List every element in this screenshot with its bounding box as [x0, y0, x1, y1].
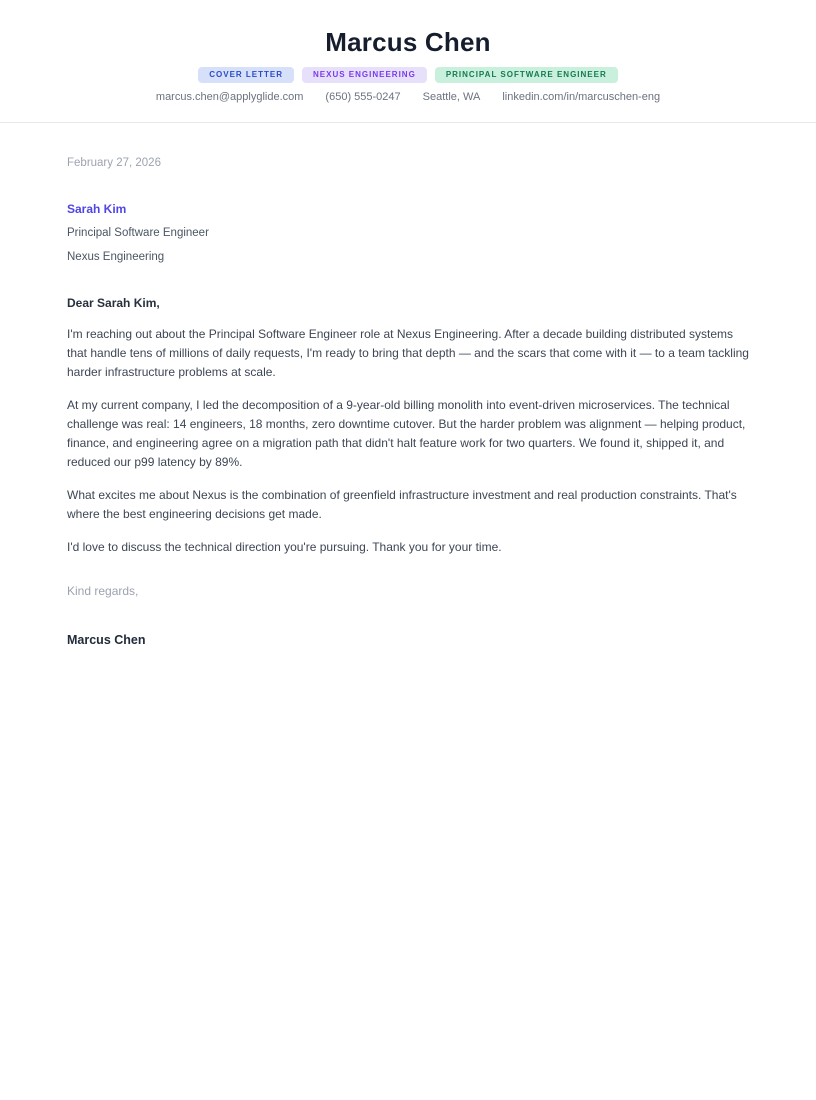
- contact-phone: (650) 555-0247: [325, 90, 401, 103]
- recipient-title: Principal Software Engineer: [67, 226, 209, 239]
- letter-body: [0, 154, 816, 650]
- closing: Kind regards,: [67, 583, 139, 598]
- signature: Marcus Chen: [67, 632, 146, 647]
- badge-row: [0, 67, 816, 83]
- contact-row: [0, 91, 816, 103]
- recipient-name-link[interactable]: Sarah Kim: [67, 201, 127, 216]
- page-title: Marcus Chen: [325, 27, 491, 57]
- badge-role: PRINCIPAL SOFTWARE ENGINEER: [435, 67, 618, 83]
- badge-cover-letter: COVER LETTER: [198, 67, 294, 83]
- contact-location: Seattle, WA: [422, 90, 481, 103]
- paragraph-3: What excites me about Nexus is the combination of greenfield infrastructure investment and real production constraints. That's where the best engineering decisions get made.: [67, 487, 737, 521]
- paragraph-2: At my current company, I led the decomposition of a 9-year-old billing monolith into event-driven microservices. The technical challenge was real: 14 engineers, 18 months, zero downtime cutover. But the harder problem was alignment — helping product, finance, and engineering agree on a migration path that didn't halt feature work for two quarters. We found it, shipped it, and reduced our p99 latency by 89%.: [67, 397, 746, 469]
- contact-linkedin: linkedin.com/in/marcuschen-eng: [502, 90, 661, 103]
- salutation: Dear Sarah Kim,: [67, 295, 160, 310]
- contact-email: marcus.chen@applyglide.com: [155, 90, 304, 103]
- header-divider: [0, 122, 816, 123]
- badge-company: NEXUS ENGINEERING: [302, 67, 427, 83]
- paragraph-4: I'd love to discuss the technical direction you're pursuing. Thank you for your time.: [67, 539, 502, 554]
- recipient-company: Nexus Engineering: [67, 250, 165, 263]
- document-header: [0, 0, 816, 103]
- letter-date: February 27, 2026: [67, 156, 161, 169]
- recipient-block: [67, 200, 755, 266]
- paragraph-1: I'm reaching out about the Principal Software Engineer role at Nexus Engineering. After a decade building distributed systems that handle tens of millions of daily requests, I'm ready to bring that depth — and the scars that come with it — to a team tackling harder infrastructure problems at scale.: [67, 326, 749, 379]
